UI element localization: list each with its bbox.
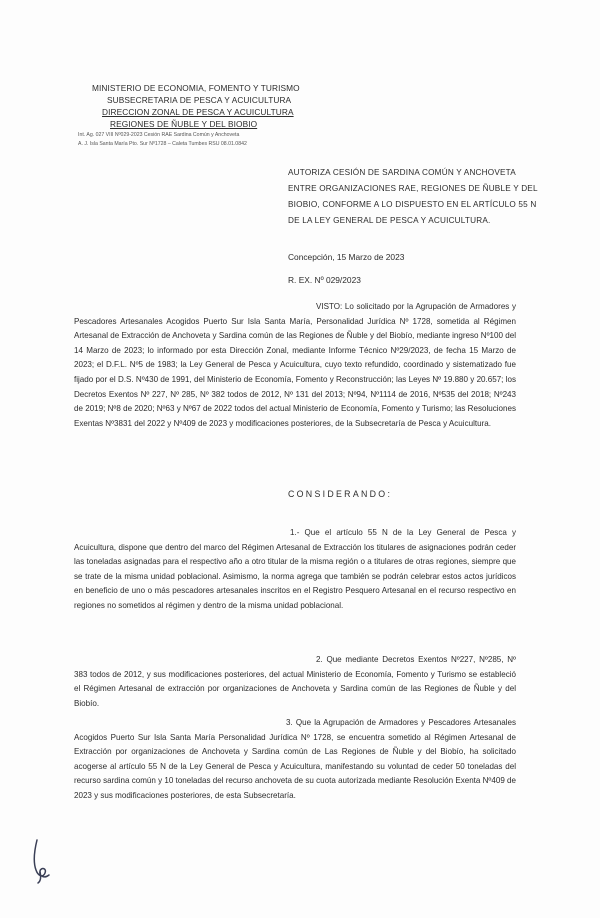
visto-paragraph: VISTO: Lo solicitado por la Agrupación de Armadores y Pescadores Artesanales Acogidos Puerto Sur Isla Santa María, Personalidad Jurídica Nº 1728, sometida al Régimen Artesanal de Extracción de Anchoveta y Sardina común de las Regiones de Ñuble y del Biobío, mediante ingreso Nº100 del 14 Marzo de 2023; lo informado por esta Dirección Zonal, mediante Informe Técnico Nº29/2023, de fecha 15 Marzo de 2023; el D.F.L. Nº5 de 1983; la Ley General de Pesca y Acuicultura, cuyo texto refundido, coordinado y sistematizado fue fijado por el D.S. Nº430 de 1991, del Ministerio de Economía, Fomento y Reconstrucción; las Leyes Nº 19.880 y 20.657; los Decretos Exentos Nº 227, Nº 285, Nº 382 todos de 2012, Nº 131 del 2013; Nº94, Nº1114 de 2016, Nº535 del 2018; Nº243 de 2019; Nº8 de 2020; Nº63 y Nº67 de 2022 todos del actual Ministerio de Economía, Fomento y Turismo; las Resoluciones Exentas Nº3831 del 2022 y Nº409 de 2023 y modificaciones posteriores, de la Subsecretaría de Pesca y Acuicultura. — [74, 302, 516, 428]
resolution-title: AUTORIZA CESIÓN DE SARDINA COMÚN Y ANCHOVETA ENTRE ORGANIZACIONES RAE, REGIONES DE ÑUBLE Y DEL BIOBIO, CONFORME A LO DISPUESTO EN EL ARTÍCULO 55 N DE LA LEY GENERAL DE PESCA Y ACUICULTURA. — [288, 168, 538, 225]
resolution-number: R. EX. Nº 029/2023 — [288, 275, 361, 285]
regiones-line: REGIONES DE ÑUBLE Y DEL BIOBIO — [110, 119, 258, 129]
resolution-date: Concepción, 15 Marzo de 2023 — [288, 252, 405, 262]
reference-line-2: A. J. Isla Santa María Pto. Sur Nº1728 – Caleta Tumbes RSU 08.01.0842 — [78, 141, 247, 147]
subsecretaria-line: SUBSECRETARIA DE PESCA Y ACUICULTURA — [107, 95, 292, 105]
considerando-2: 2. Que mediante Decretos Exentos Nº227, Nº285, Nº 383 todos de 2012, y sus modificaciones posteriores, del actual Ministerio de Economía, Fomento y Turismo se estableció el Régimen Artesanal de extracción por organizaciones de Anchoveta y Sardina común de las Regiones de Ñuble y del Biobío. — [74, 655, 516, 708]
handwritten-signature-mark — [28, 838, 54, 884]
ministry-line: MINISTERIO DE ECONOMIA, FOMENTO Y TURISMO — [92, 83, 300, 93]
direccion-zonal-line: DIRECCION ZONAL DE PESCA Y ACUICULTURA — [102, 107, 294, 117]
considerando-1: 1.- Que el artículo 55 N de la Ley General de Pesca y Acuicultura, dispone que dentro del marco del Régimen Artesanal de Extracción los titulares de asignaciones podrán ceder las toneladas asignadas para el respectivo año a otro titular de la misma región o a titulares de otras regiones, siempre que se trate de la misma unidad poblacional. Asimismo, la norma agrega que también se podrán celebrar estos actos jurídicos en beneficio de uno o más pescadores artesanales inscritos en el Registro Pesquero Artesanal en el recurso respectivo en regiones no sometidos al régimen y dentro de la misma unidad poblacional. — [74, 528, 516, 610]
considerando-heading: CONSIDERANDO: — [288, 489, 393, 499]
considerando-3: 3. Que la Agrupación de Armadores y Pescadores Artesanales Acogidos Puerto Sur Isla Santa María Personalidad Jurídica Nº 1728, se encuentra sometido al Régimen Artesanal de Extracción por organizaciones de Anchoveta y Sardina común de Las Regiones de Ñuble y del Biobío, ha solicitado acogerse al artículo 55 N de la Ley General de Pesca y Acuicultura, manifestando su voluntad de ceder 50 toneladas del recurso sardina común y 10 toneladas del recurso anchoveta de su cuota autorizada mediante Resolución Exenta Nº409 de 2023 y sus modificaciones posteriores, de esta Subsecretaría. — [74, 718, 516, 800]
reference-line-1: Int. Ag. 027 VIII Nº029-2023 Cesión RAE Sardina Común y Anchoveta — [78, 132, 240, 138]
